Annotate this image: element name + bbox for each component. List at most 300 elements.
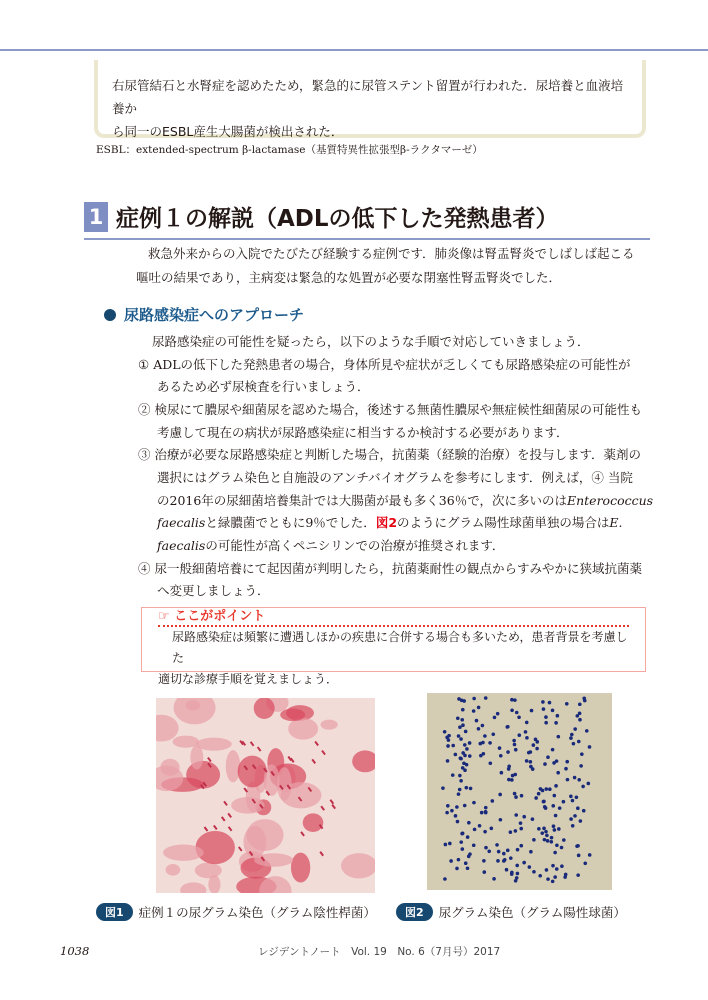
coccus [513,792,517,796]
coccus [531,817,535,821]
coccus [551,864,555,868]
coccus [537,792,541,796]
coccus [525,759,529,763]
coccus [456,820,460,824]
cell-blob [303,813,324,832]
cell-blob [288,718,318,740]
coccus [573,727,577,731]
point-title-text: ここがポイント [174,609,266,624]
coccus [565,702,569,706]
coccus [525,721,529,725]
coccus [573,776,577,780]
text: と緑膿菌でともに9％でした． [205,515,376,530]
coccus [455,805,459,809]
point-line: 尿路感染症は頻繁に遭遇しほかの疾患に合併する場合も多いため，患者背景を考慮した [172,630,628,665]
coccus [562,838,566,842]
coccus [556,735,560,739]
step-line: 治療が必要な尿路感染症と判断した場合，抗菌薬（経験的治療）を投与します．薬剤の [154,447,642,462]
coccus [585,729,589,733]
coccus [506,725,510,729]
coccus [505,868,509,872]
cell-blob [186,761,220,789]
coccus [490,827,494,831]
coccus [558,806,562,810]
cell-blob [254,698,275,719]
coccus [580,752,584,756]
coccus [507,778,511,782]
cell-blob [208,875,220,893]
cell-blob [280,709,305,722]
coccus [528,865,532,869]
cell-blob [160,759,179,776]
journal-footer: レジデントノート Vol. 19 No. 6（7月号）2017 [258,946,501,958]
coccus [566,778,570,782]
coccus [472,801,476,805]
coccus [463,804,467,808]
coccus [443,877,447,881]
coccus [577,740,581,744]
coccus [552,824,556,828]
coccus [496,712,500,716]
coccus [579,764,583,768]
coccus [522,815,526,819]
coccus [548,701,552,705]
coccus [548,787,552,791]
cell-blob [166,864,181,876]
coccus [463,743,467,747]
coccus [551,804,555,808]
cell-blob [226,750,241,782]
coccus [460,718,464,722]
coccus [482,859,486,863]
coccus [535,747,539,751]
coccus [554,814,558,818]
coccus [497,850,501,854]
coccus [469,787,473,791]
step-line [157,513,623,533]
coccus [445,811,449,815]
cell-blob [190,745,203,769]
section-heading [84,200,559,233]
coccus [499,818,503,822]
coccus [555,843,559,847]
cell-blob [163,845,204,861]
figure-2-caption [396,903,626,921]
section-title: 症例１の解説（ADLの低下した発熱患者） [116,206,559,232]
coccus [546,755,550,759]
coccus [510,872,514,876]
coccus [545,834,549,838]
text: の可能性が高くペニシリンでの治療が推奨されます． [205,538,505,553]
coccus [459,779,463,783]
coccus [450,809,454,813]
coccus [502,859,506,863]
coccus [484,806,488,810]
coccus [478,824,482,828]
coccus [537,827,541,831]
coccus [466,835,470,839]
coccus [514,795,518,799]
coccus [498,793,502,797]
coccus [577,778,581,782]
coccus [467,855,471,859]
coccus [512,739,516,743]
coccus [576,806,580,810]
step-4 [138,559,642,579]
coccus [513,743,517,747]
coccus [578,718,582,722]
coccus [571,799,575,803]
coccus [529,750,533,754]
coccus [481,724,485,728]
coccus [541,789,545,793]
text: のようにグラム陽性球菌単独の場合は [397,515,610,530]
coccus [540,831,544,835]
coccus [491,732,495,736]
coccus [553,794,557,798]
subsection-heading [104,304,304,325]
coccus [468,741,472,745]
coccus [506,750,510,754]
coccus [565,760,569,764]
coccus [562,800,566,804]
pointing-hand-icon: ☞ [158,609,170,624]
coccus [543,762,547,766]
coccus [519,821,523,825]
coccus [544,715,548,719]
case-line: 右尿管結石と水腎症を認めたため，緊急的に尿管ステント留置が行われた．尿培養と血液培養か [112,78,624,116]
coccus [514,748,518,752]
coccus [587,782,591,786]
coccus [579,819,583,823]
coccus [454,814,458,818]
coccus [517,733,521,737]
coccus [583,861,587,865]
coccus [522,861,526,865]
coccus [446,759,450,763]
coccus [550,840,554,844]
coccus [532,743,536,747]
coccus [578,702,582,706]
coccus [477,706,481,710]
coccus [588,745,592,749]
caption-text: 症例１の尿グラム染色（グラム陰性桿菌） [138,905,376,920]
coccus [510,698,514,702]
species-name: Enterococcus [566,493,654,508]
cell-blob [195,863,222,879]
coccus [575,844,579,848]
coccus [458,788,462,792]
coccus [498,746,502,750]
coccus [555,867,559,871]
coccus [571,824,575,828]
caption-text: 尿グラム染色（グラム陽性球菌） [438,905,626,920]
coccus [457,697,461,701]
coccus [553,828,557,832]
coccus [457,792,461,796]
coccus [465,786,469,790]
footnote: ESBL：extended-spectrum β-lactamase（基質特異性拡張型β-ラクタマーゼ） [96,144,483,156]
cell-blob [291,853,310,883]
coccus [461,766,465,770]
coccus [515,864,519,868]
figure-badge: 図1 [96,903,133,921]
coccus [472,843,476,847]
coccus [475,719,479,723]
coccus [467,821,471,825]
coccus [510,708,514,712]
coccus [550,836,554,840]
coccus [459,737,463,741]
coccus [513,773,517,777]
coccus [524,730,528,734]
coccus [582,809,586,813]
coccus [454,753,458,757]
coccus [480,811,484,815]
coccus [488,741,492,745]
coccus [517,715,521,719]
coccus [519,844,523,848]
coccus [534,738,538,742]
coccus [461,832,465,836]
point-title [158,608,629,627]
text: の2016年の尿細菌培養集計では大腸菌が最も多く36％で，次に多いのは [157,493,567,508]
case-line: ら同一のESBL産生大腸菌が検出された． [112,124,344,139]
coccus [458,725,462,729]
coccus [516,872,520,876]
coccus [495,843,499,847]
coccus [510,778,514,782]
coccus [541,700,545,704]
coccus [534,796,538,800]
coccus [551,880,555,884]
subsection-title: 尿路感染症へのアプローチ [124,306,305,324]
coccus [514,829,518,833]
coccus [489,761,493,765]
coccus [544,806,548,810]
step-line: 選択にはグラム染色と自施設のアンチバイオグラムを参考にします．例えば，④ 当院 [157,470,633,485]
step-mark: ① [138,357,150,372]
coccus [572,742,576,746]
coccus [544,830,548,834]
intro-line: 嘔吐の結果であり，主病変は緊急的な処置が必要な閉塞性腎盂腎炎でした． [136,270,562,285]
coccus [570,733,574,737]
point-line: 適切な診療手順を覚えましょう． [158,672,339,686]
coccus [461,708,465,712]
coccus [515,876,519,880]
coccus [520,794,524,798]
coccus [462,699,466,703]
coccus [483,830,487,834]
coccus [513,698,517,702]
cell-blob [264,764,280,796]
coccus [560,846,564,850]
cell-blob [246,819,283,851]
coccus [446,744,450,748]
step-1 [138,355,631,375]
coccus [546,877,550,881]
figure-2-image [427,693,612,890]
figure-1-image [156,698,375,893]
coccus [575,795,579,799]
step-line: 検尿にて膿尿や細菌尿を認めた場合，後述する無菌性膿尿や無症候性細菌尿の可能性も [154,402,643,417]
coccus [542,800,546,804]
coccus [472,697,476,701]
coccus [459,840,463,844]
coccus [451,773,455,777]
coccus [459,756,463,760]
coccus [581,785,585,789]
point-box [141,607,646,686]
step-mark: ④ [138,561,151,576]
coccus [554,721,558,725]
bullet-icon [104,309,116,321]
coccus [473,828,477,832]
coccus [499,754,503,758]
coccus [484,811,488,815]
coccus [556,771,560,775]
coccus [464,861,468,865]
coccus [457,858,461,862]
intro-line: 救急外来からの入院でたびたび経験する症例です．肺炎像は腎盂腎炎でしばしば起こる [148,246,635,261]
step-line: へ変更しましょう． [157,583,270,598]
coccus [573,814,577,818]
coccus [466,866,470,870]
case-box [94,60,646,138]
step-line: 尿一般細菌培養にて起因菌が判明したら，抗菌薬耐性の観点からすみやかに狭域抗菌薬 [154,561,643,576]
coccus [532,870,536,874]
coccus [500,771,504,775]
species-name: E. [609,515,623,530]
coccus [461,751,465,755]
coccus [487,850,491,854]
coccus [545,868,549,872]
coccus [538,874,542,878]
coccus [448,842,452,846]
coccus [458,774,462,778]
coccus [455,867,459,871]
coccus [546,839,550,843]
cell-blob [280,782,321,808]
step-2 [138,400,642,420]
step-mark: ③ [138,447,151,462]
coccus [468,754,472,758]
step-line: あるため必ず尿検査を行いましょう． [157,379,370,394]
coccus [588,853,592,857]
coccus [493,716,497,720]
coccus [529,760,533,764]
coccus [465,747,469,751]
coccus [556,714,560,718]
coccus [449,859,453,863]
coccus [544,787,548,791]
coccus [544,721,548,725]
coccus [532,838,536,842]
cell-blob [195,831,234,864]
coccus [542,707,546,711]
coccus [569,817,573,821]
coccus [484,846,488,850]
coccus [582,697,586,701]
cell-blob [320,720,337,730]
coccus [552,761,556,765]
coccus [530,709,534,713]
coccus [563,875,567,879]
coccus [569,736,573,740]
coccus [553,851,557,855]
coccus [542,827,546,831]
cell-blob [238,756,267,788]
coccus [577,854,581,858]
page-number: 1038 [60,944,90,958]
coccus [451,744,455,748]
coccus [529,850,533,854]
coccus [484,696,488,700]
coccus [553,875,557,879]
coccus [576,873,580,877]
coccus [516,848,520,852]
coccus [514,813,518,817]
coccus [443,730,447,734]
coccus [507,765,511,769]
coccus [551,709,555,713]
heading-rule [84,238,650,240]
coccus [461,847,465,851]
step-3 [138,445,641,465]
coccus [483,734,487,738]
coccus [465,763,469,767]
coccus [554,784,558,788]
section-number: 1 [84,202,108,232]
top-rule [0,49,708,51]
figure-1-caption [96,903,376,921]
coccus [564,767,568,771]
coccus [551,748,555,752]
coccus [506,849,510,853]
coccus [509,830,513,834]
step-line [157,491,653,511]
step-line [157,536,504,556]
coccus [445,736,449,740]
coccus [461,723,465,727]
coccus [444,843,448,847]
coccus [478,742,482,746]
coccus [491,799,495,803]
coccus [446,804,450,808]
coccus [479,754,483,758]
coccus [456,716,460,720]
coccus [509,856,513,860]
coccus [569,794,573,798]
coccus [496,859,500,863]
step-mark: ② [138,402,151,417]
coccus [519,827,523,831]
figure-2-link[interactable]: 図2 [375,515,398,530]
coccus [482,870,486,874]
lead: 尿路感染症の可能性を疑ったら，以下のような手順で対応していきましょう． [152,334,590,349]
coccus [560,864,564,868]
coccus [477,727,481,731]
coccus [525,736,529,740]
cell-blob [186,700,201,711]
figure-badge: 図2 [396,903,433,921]
coccus [557,827,561,831]
species-name: faecalis [157,515,206,530]
coccus [441,786,445,790]
step-line: 考慮して現在の病状が尿路感染症に相当するか検討する必要があります． [157,425,569,440]
coccus [464,730,468,734]
species-name: faecalis [157,538,206,553]
